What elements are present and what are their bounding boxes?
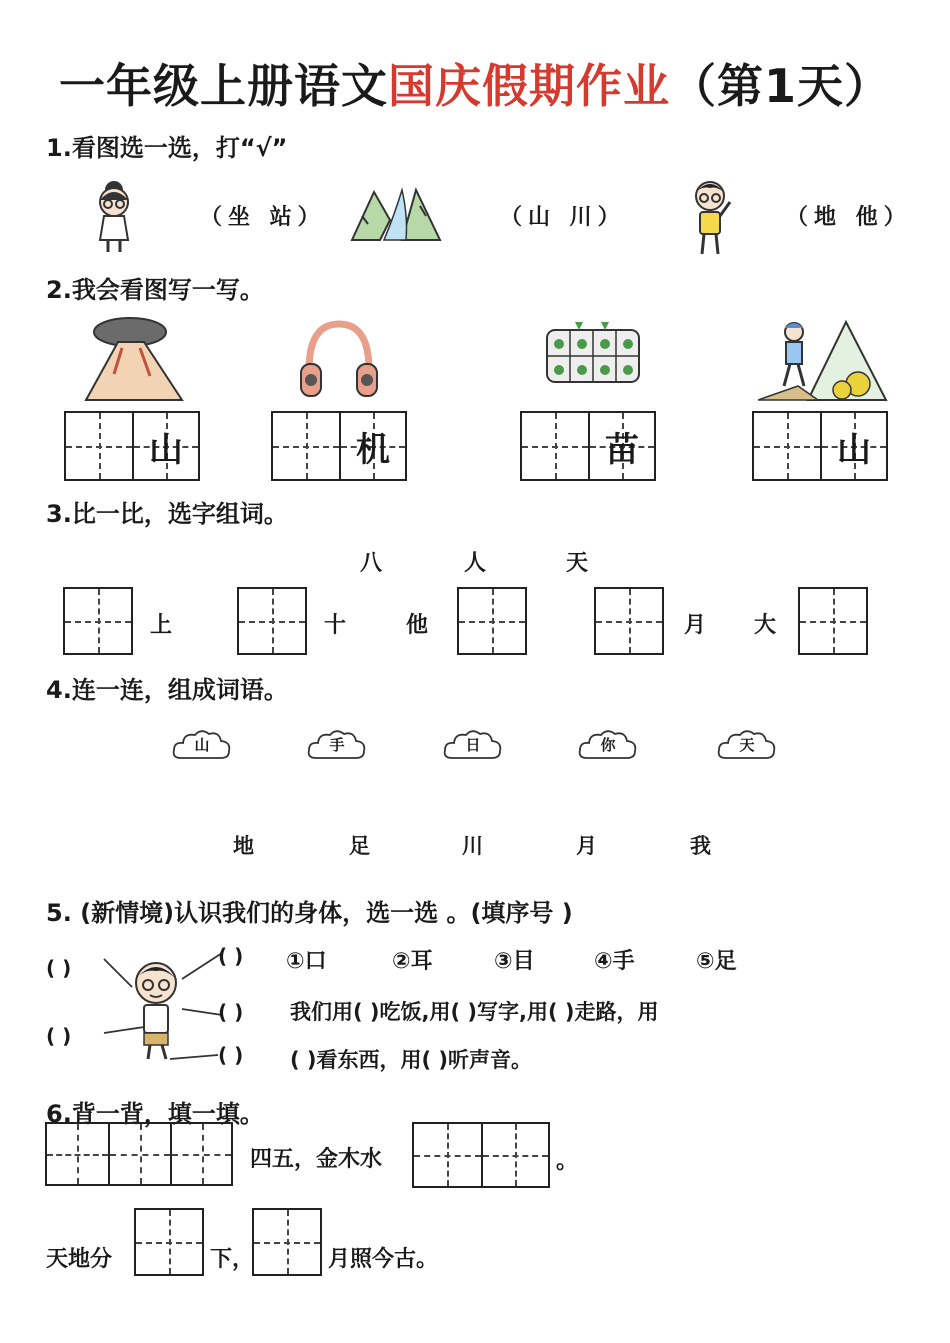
option-hand: ④手	[594, 949, 635, 974]
recite-text: 天地分	[46, 1247, 113, 1272]
match-word[interactable]: 川	[462, 834, 483, 858]
word-char: 他	[406, 613, 429, 638]
cloud-word[interactable]: 你	[577, 728, 639, 762]
choice-char: 八	[360, 551, 383, 576]
cloud-word[interactable]: 天	[716, 728, 778, 762]
given-char: 机	[355, 429, 390, 470]
headphones-icon	[297, 318, 381, 406]
fill-sentence-1[interactable]: 我们用( )吃饭,用( )写字,用( )走路，用	[290, 1000, 659, 1024]
match-word[interactable]: 月	[576, 834, 597, 858]
recite-box[interactable]	[134, 1208, 204, 1276]
given-char: 苗	[604, 429, 639, 470]
write-box-seedlings[interactable]	[520, 411, 656, 481]
blank-mouth[interactable]: ( )	[218, 1000, 244, 1024]
write-box-headphones[interactable]	[271, 411, 407, 481]
cloud-word[interactable]: 日	[442, 728, 504, 762]
page-title: 一年级上册语文国庆假期作业（第1天）	[58, 59, 891, 113]
word-char: 上	[150, 613, 173, 638]
write-box-hiker[interactable]	[752, 411, 888, 481]
word-char: 十	[324, 613, 347, 638]
option-foot: ⑤足	[696, 949, 737, 974]
given-char: 山	[836, 429, 871, 470]
section5-heading: 5. (新情境)认识我们的身体，选一选 。(填序号 )	[46, 899, 573, 927]
word-char: 月	[684, 613, 707, 638]
recite-text: 四五，金木水	[250, 1147, 383, 1172]
recite-text: 下，	[210, 1247, 255, 1272]
blank-foot[interactable]: ( )	[218, 1043, 244, 1067]
choice-sit-stand[interactable]: （坐 站）	[200, 205, 326, 230]
seedling-tray-icon	[545, 318, 641, 388]
mountains-river-icon	[350, 186, 442, 246]
cloud-word[interactable]: 山	[171, 728, 233, 762]
write-box-volcano[interactable]	[64, 411, 200, 481]
blank-hand[interactable]: ( )	[46, 1024, 72, 1048]
answer-box[interactable]	[798, 587, 868, 655]
option-ear: ②耳	[392, 949, 433, 974]
section6-heading: 6.背一背，填一填。	[46, 1100, 264, 1128]
recite-box[interactable]	[252, 1208, 322, 1276]
volcano-icon	[78, 314, 188, 406]
answer-box[interactable]	[594, 587, 664, 655]
choice-char: 人	[464, 551, 487, 576]
section2-heading: 2.我会看图写一写。	[46, 276, 264, 304]
section1-heading: 1.看图选一选，打“√”	[46, 134, 288, 162]
given-char: 山	[148, 429, 183, 470]
match-word[interactable]: 我	[690, 834, 711, 858]
recite-box-3[interactable]	[45, 1122, 233, 1186]
match-word[interactable]: 足	[349, 834, 370, 858]
answer-box[interactable]	[63, 587, 133, 655]
blank-ear[interactable]: ( )	[218, 944, 244, 968]
recite-text: 月照今古。	[328, 1247, 439, 1272]
choice-mountain-river[interactable]: （山 川）	[500, 205, 626, 230]
choice-char: 天	[566, 551, 589, 576]
answer-box[interactable]	[457, 587, 527, 655]
recite-box-2[interactable]	[412, 1122, 550, 1188]
choice-ground-he[interactable]: （地 他）	[786, 205, 912, 230]
answer-box[interactable]	[237, 587, 307, 655]
option-mouth: ①口	[286, 949, 327, 974]
blank-hair[interactable]: ( )	[46, 956, 72, 980]
option-eye: ③目	[494, 949, 535, 974]
section3-heading: 3.比一比，选字组词。	[46, 500, 288, 528]
recite-punct: 。	[556, 1149, 579, 1174]
hiker-mountain-icon	[758, 316, 888, 406]
boy-pointing-icon	[686, 176, 736, 262]
section4-heading: 4.连一连，组成词语。	[46, 676, 288, 704]
girl-standing-icon	[86, 178, 142, 258]
cloud-word[interactable]: 手	[306, 728, 368, 762]
word-char: 大	[754, 613, 777, 638]
fill-sentence-2[interactable]: ( )看东西，用( )听声音。	[290, 1048, 533, 1072]
match-word[interactable]: 地	[233, 834, 254, 858]
